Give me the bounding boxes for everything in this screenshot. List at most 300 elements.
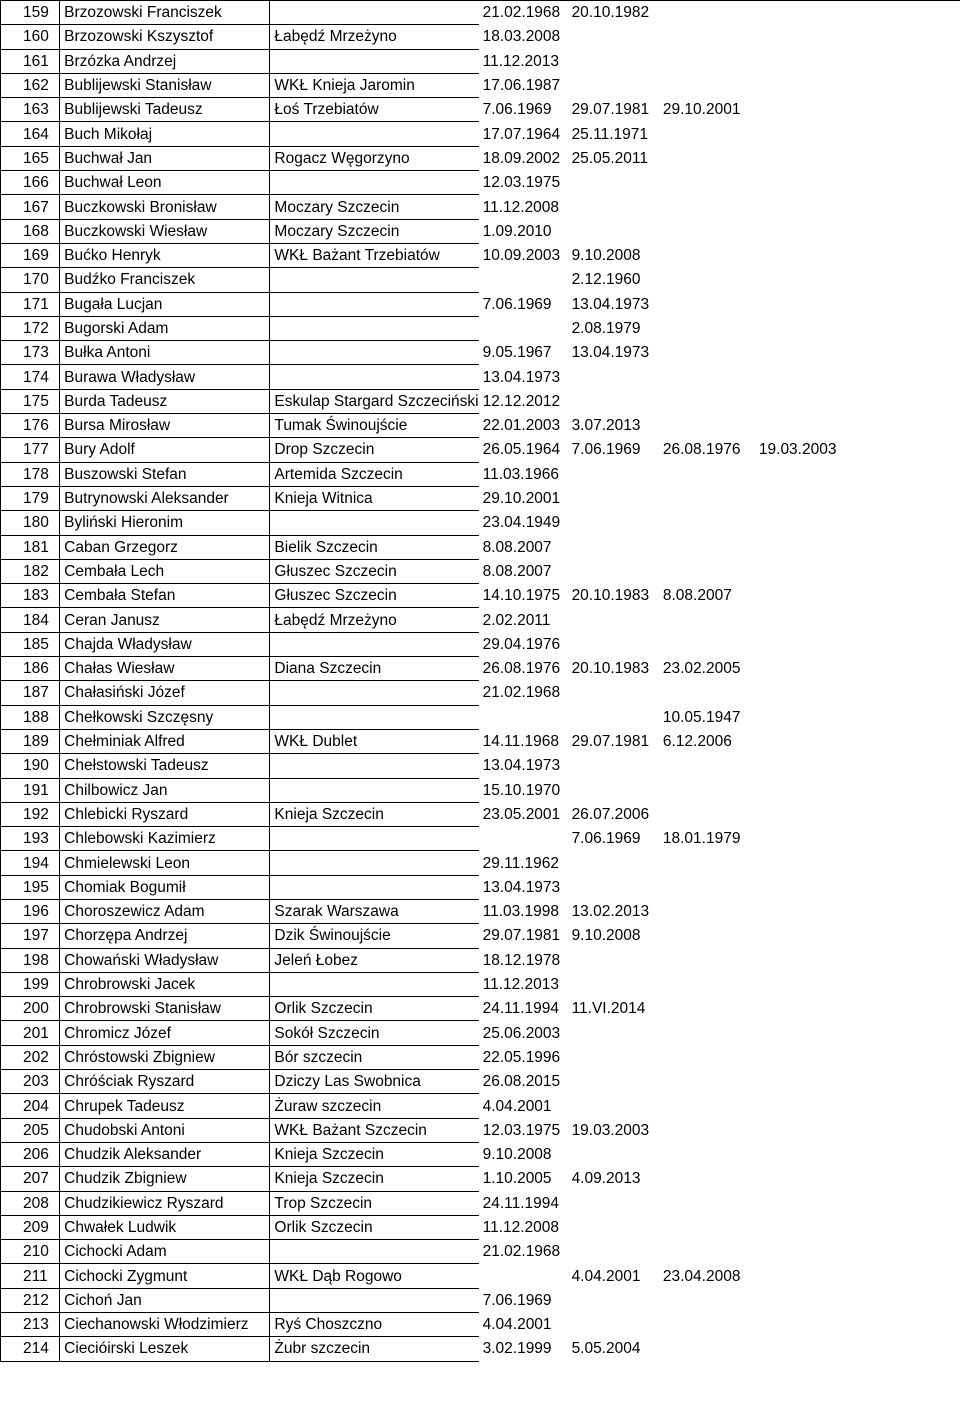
row-number-cell: 209 (1, 1215, 60, 1239)
date-3-cell (659, 1337, 755, 1361)
member-name-cell: Chromicz Józef (60, 1021, 270, 1045)
table-row (1, 49, 960, 73)
date-3-cell (659, 122, 755, 146)
table-row (1, 1264, 960, 1288)
table-row (1, 316, 960, 340)
member-name-cell: Byliński Hieronim (60, 511, 270, 535)
date-1-cell: 13.04.1973 (482, 757, 561, 775)
row-number-cell: 175 (1, 389, 60, 413)
date-4-cell (755, 486, 960, 510)
member-name-cell: Cichocki Adam (60, 1240, 270, 1264)
member-name-cell: Ciecióirski Leszek (60, 1337, 270, 1361)
club-name-cell (270, 122, 479, 146)
date-1-cell: 7.06.1969 (482, 295, 552, 313)
row-number-cell: 192 (1, 802, 60, 826)
date-3-cell (659, 1191, 755, 1215)
date-1-cell: 7.06.1969 (482, 1291, 552, 1309)
club-name-cell: Diana Szczecin (270, 657, 479, 681)
club-name-cell: Szarak Warszawa (270, 899, 479, 923)
date-2-cell (568, 1215, 659, 1239)
date-3-cell (659, 195, 755, 219)
club-name-cell (270, 511, 479, 535)
date-4-cell (755, 705, 960, 729)
date-4-cell (755, 171, 960, 195)
table-row (1, 462, 960, 486)
table-row (1, 681, 960, 705)
member-name-cell: Chrobrowski Jacek (60, 972, 270, 996)
club-name-cell (270, 875, 479, 899)
member-name-cell: Cembała Stefan (60, 584, 270, 608)
date-4-cell (755, 292, 960, 316)
row-number-cell: 199 (1, 972, 60, 996)
date-4-cell (755, 875, 960, 899)
member-name-cell: Chudobski Antoni (60, 1118, 270, 1142)
row-number-cell: 196 (1, 899, 60, 923)
member-name-cell: Cembała Lech (60, 559, 270, 583)
date-2-cell (568, 1045, 659, 1069)
date-3-cell (659, 948, 755, 972)
member-name-cell: Choroszewicz Adam (60, 899, 270, 923)
date-3-cell (659, 802, 755, 826)
date-3-cell (659, 316, 755, 340)
date-3-cell (659, 851, 755, 875)
date-1-cell: 22.01.2003 (482, 417, 561, 435)
table-row (1, 243, 960, 267)
row-number-cell: 188 (1, 705, 60, 729)
date-1-cell (479, 316, 568, 340)
row-number-cell: 193 (1, 827, 60, 851)
row-number-cell: 164 (1, 122, 60, 146)
date-3-cell: 23.04.2008 (662, 1267, 741, 1285)
date-4-cell (755, 146, 960, 170)
member-name-cell: Caban Grzegorz (60, 535, 270, 559)
date-4-cell (755, 681, 960, 705)
date-2-cell (568, 1240, 659, 1264)
date-1-cell: 8.08.2007 (482, 538, 552, 556)
date-4-cell (755, 73, 960, 97)
row-number-cell: 204 (1, 1094, 60, 1118)
table-row (1, 1118, 960, 1142)
table-row (1, 948, 960, 972)
date-2-cell: 2.08.1979 (571, 320, 641, 337)
date-1-cell: 4.04.2001 (482, 1097, 552, 1115)
club-name-cell (270, 171, 479, 195)
member-name-cell: Chełkowski Szczęsny (60, 705, 270, 729)
member-name-cell: Chowański Władysław (60, 948, 270, 972)
member-name-cell: Butrynowski Aleksander (60, 486, 270, 510)
date-2-cell (568, 219, 659, 243)
date-4-cell (755, 899, 960, 923)
club-name-cell: WKŁ Bażant Szczecin (270, 1118, 479, 1142)
date-4-cell (755, 1337, 960, 1361)
club-name-cell: Łoś Trzebiatów (270, 98, 479, 122)
row-number-cell: 207 (1, 1167, 60, 1191)
date-3-cell (659, 414, 755, 438)
member-name-cell: Budźko Franciszek (60, 268, 270, 292)
table-row (1, 632, 960, 656)
club-name-cell: Ryś Choszczno (270, 1313, 479, 1337)
club-name-cell: WKŁ Knieja Jaromin (270, 73, 479, 97)
date-1-cell: 11.12.2013 (482, 52, 560, 70)
date-4-cell (755, 1288, 960, 1312)
club-name-cell (270, 1288, 479, 1312)
row-number-cell: 203 (1, 1070, 60, 1094)
member-name-cell: Buchwał Leon (60, 171, 270, 195)
table-row (1, 1240, 960, 1264)
member-name-cell: Brzozowski Franciszek (60, 1, 270, 25)
date-3-cell (659, 243, 755, 267)
date-4-cell (755, 316, 960, 340)
date-2-cell: 20.10.1983 (571, 660, 650, 678)
member-name-cell: Brzozowski Kszysztof (60, 25, 270, 49)
date-2-cell (568, 511, 659, 535)
club-name-cell (270, 827, 479, 851)
member-name-cell: Chmielewski Leon (60, 851, 270, 875)
date-4-cell (755, 1118, 960, 1142)
date-1-cell: 2.02.2011 (482, 611, 551, 629)
table-row (1, 608, 960, 632)
club-name-cell (270, 341, 479, 365)
date-2-cell (568, 462, 659, 486)
date-2-cell (568, 195, 659, 219)
date-2-cell (568, 1070, 659, 1094)
member-name-cell: Buchwał Jan (60, 146, 270, 170)
row-number-cell: 180 (1, 511, 60, 535)
date-1-cell: 17.07.1964 (482, 125, 561, 143)
date-1-cell (479, 705, 568, 729)
date-4-cell (755, 827, 960, 851)
row-number-cell: 160 (1, 25, 60, 49)
date-2-cell (568, 851, 659, 875)
date-2-cell (568, 73, 659, 97)
date-1-cell: 18.03.2008 (482, 28, 561, 46)
row-number-cell: 173 (1, 341, 60, 365)
member-name-cell: Chlebowski Kazimierz (60, 827, 270, 851)
row-number-cell: 176 (1, 414, 60, 438)
date-4-cell (755, 729, 960, 753)
table-row (1, 1094, 960, 1118)
member-name-cell: Bublijewski Tadeusz (60, 98, 270, 122)
member-name-cell: Bursa Mirosław (60, 414, 270, 438)
table-row (1, 122, 960, 146)
date-1-cell: 25.06.2003 (482, 1024, 561, 1042)
date-3-cell (659, 899, 755, 923)
date-4-cell (755, 1313, 960, 1337)
table-row (1, 195, 960, 219)
date-3-cell (659, 1240, 755, 1264)
member-name-cell: Cichoń Jan (60, 1288, 270, 1312)
date-2-cell: 13.02.2013 (571, 903, 650, 921)
date-2-cell (568, 948, 659, 972)
date-3-cell (659, 681, 755, 705)
row-number-cell: 179 (1, 486, 60, 510)
date-4-cell (755, 1142, 960, 1166)
member-name-cell: Buczkowski Bronisław (60, 195, 270, 219)
club-name-cell (270, 268, 479, 292)
date-2-cell (568, 778, 659, 802)
table-row (1, 559, 960, 583)
table-row (1, 997, 960, 1021)
date-3-cell (659, 1094, 755, 1118)
date-1-cell: 29.04.1976 (482, 635, 561, 653)
date-2-cell: 29.07.1981 (571, 101, 650, 119)
date-2-cell (568, 486, 659, 510)
club-name-cell (270, 754, 479, 778)
table-row (1, 1142, 960, 1166)
date-3-cell (659, 1215, 755, 1239)
table-row (1, 1191, 960, 1215)
member-name-cell: Chróściak Ryszard (60, 1070, 270, 1094)
club-name-cell: Knieja Szczecin (270, 1142, 479, 1166)
date-1-cell: 21.02.1968 (479, 1, 568, 25)
date-1-cell (479, 1264, 568, 1288)
member-name-cell: Bugorski Adam (60, 316, 270, 340)
member-name-cell: Buczkowski Wiesław (60, 219, 270, 243)
date-1-cell: 1.10.2005 (482, 1170, 552, 1188)
date-2-cell (568, 535, 659, 559)
date-1-cell: 12.12.2012 (482, 392, 561, 410)
date-2-cell (568, 754, 659, 778)
date-1-cell: 13.04.1973 (482, 368, 561, 386)
date-3-cell: 29.10.2001 (662, 101, 741, 119)
table-row (1, 535, 960, 559)
date-4-cell (755, 1021, 960, 1045)
date-1-cell: 10.09.2003 (482, 247, 561, 265)
member-name-cell: Buch Mikołaj (60, 122, 270, 146)
date-3-cell (659, 146, 755, 170)
row-number-cell: 212 (1, 1288, 60, 1312)
table-row (1, 1167, 960, 1191)
date-2-cell (568, 972, 659, 996)
date-1-cell: 17.06.1987 (482, 77, 561, 95)
date-4-cell (755, 948, 960, 972)
table-row (1, 1, 960, 25)
row-number-cell: 187 (1, 681, 60, 705)
row-number-cell: 194 (1, 851, 60, 875)
date-3-cell (659, 462, 755, 486)
table-row (1, 268, 960, 292)
date-1-cell: 26.05.1964 (482, 441, 561, 459)
row-number-cell: 170 (1, 268, 60, 292)
date-3-cell (659, 632, 755, 656)
club-name-cell: Artemida Szczecin (270, 462, 479, 486)
member-name-cell: Ciechanowski Włodzimierz (60, 1313, 270, 1337)
date-2-cell (568, 632, 659, 656)
date-4-cell: 19.03.2003 (758, 441, 837, 459)
table-row (1, 1288, 960, 1312)
club-name-cell: Łabędź Mrzeżyno (270, 608, 479, 632)
table-row (1, 729, 960, 753)
date-1-cell: 24.11.1994 (482, 1194, 560, 1212)
date-1-cell (479, 268, 568, 292)
date-2-cell: 9.10.2008 (571, 927, 641, 945)
row-number-cell: 206 (1, 1142, 60, 1166)
club-name-cell: Żubr szczecin (270, 1337, 479, 1361)
club-name-cell: Łabędź Mrzeżyno (270, 25, 479, 49)
date-2-cell (568, 25, 659, 49)
row-number-cell: 167 (1, 195, 60, 219)
date-1-cell: 15.10.1970 (482, 781, 561, 799)
member-name-cell: Chełstowski Tadeusz (60, 754, 270, 778)
date-4-cell (755, 122, 960, 146)
member-name-cell: Chróstowski Zbigniew (60, 1045, 270, 1069)
row-number-cell: 159 (1, 1, 60, 25)
date-4-cell (755, 778, 960, 802)
date-4-cell (755, 219, 960, 243)
table-row (1, 875, 960, 899)
club-name-cell: Tumak Świnoujście (270, 414, 479, 438)
date-4-cell (755, 49, 960, 73)
table-row (1, 899, 960, 923)
date-3-cell: 10.05.1947 (662, 708, 741, 726)
date-4-cell (755, 1045, 960, 1069)
date-2-cell (568, 1094, 659, 1118)
date-3-cell (659, 25, 755, 49)
date-1-cell: 18.12.1978 (482, 951, 561, 969)
member-name-cell: Chałas Wiesław (60, 657, 270, 681)
club-name-cell (270, 851, 479, 875)
club-name-cell: WKŁ Dąb Rogowo (270, 1264, 479, 1288)
date-2-cell (568, 1142, 659, 1166)
table-row (1, 414, 960, 438)
club-name-cell: Jeleń Łobez (270, 948, 479, 972)
table-row (1, 219, 960, 243)
date-4-cell (755, 511, 960, 535)
row-number-cell: 165 (1, 146, 60, 170)
row-number-cell: 191 (1, 778, 60, 802)
date-4-cell (755, 657, 960, 681)
date-2-cell (568, 389, 659, 413)
table-row (1, 438, 960, 462)
table-row (1, 1337, 960, 1361)
club-name-cell (270, 49, 479, 73)
table-row (1, 754, 960, 778)
table-row (1, 98, 960, 122)
date-4-cell (755, 535, 960, 559)
row-number-cell: 163 (1, 98, 60, 122)
member-name-cell: Chrobrowski Stanisław (60, 997, 270, 1021)
date-1-cell: 12.03.1975 (482, 174, 561, 192)
date-4-cell (755, 584, 960, 608)
date-2-cell: 3.07.2013 (571, 417, 641, 435)
table-row (1, 1313, 960, 1337)
member-name-cell: Buszowski Stefan (60, 462, 270, 486)
date-4-cell (755, 924, 960, 948)
club-name-cell (270, 972, 479, 996)
date-2-cell: 25.11.1971 (571, 125, 648, 143)
date-4-cell (755, 389, 960, 413)
table-row (1, 584, 960, 608)
table-row (1, 292, 960, 316)
club-name-cell: Sokół Szczecin (270, 1021, 479, 1045)
club-name-cell: Drop Szczecin (270, 438, 479, 462)
date-3-cell (659, 365, 755, 389)
date-3-cell (659, 1021, 755, 1045)
date-3-cell (659, 219, 755, 243)
date-4-cell (755, 559, 960, 583)
date-3-cell (659, 1142, 755, 1166)
date-1-cell: 9.10.2008 (482, 1146, 552, 1164)
date-3-cell (659, 1313, 755, 1337)
date-2-cell (568, 875, 659, 899)
date-2-cell (568, 1288, 659, 1312)
row-number-cell: 166 (1, 171, 60, 195)
date-3-cell (659, 972, 755, 996)
date-3-cell: 18.01.1979 (662, 830, 741, 848)
date-2-cell (568, 1021, 659, 1045)
row-number-cell: 195 (1, 875, 60, 899)
date-1-cell: 1.09.2010 (482, 222, 552, 240)
row-number-cell: 172 (1, 316, 60, 340)
date-4-cell (755, 972, 960, 996)
row-number-cell: 162 (1, 73, 60, 97)
club-name-cell (270, 1, 479, 25)
club-name-cell (270, 681, 479, 705)
table-row (1, 389, 960, 413)
row-number-cell: 190 (1, 754, 60, 778)
date-1-cell (479, 827, 568, 851)
row-number-cell: 178 (1, 462, 60, 486)
club-name-cell: WKŁ Dublet (270, 729, 479, 753)
row-number-cell: 186 (1, 657, 60, 681)
date-1-cell: 26.08.1976 (482, 660, 561, 678)
date-3-cell (659, 875, 755, 899)
club-name-cell: Bór szczecin (270, 1045, 479, 1069)
club-name-cell (270, 292, 479, 316)
date-2-cell (568, 559, 659, 583)
date-2-cell: 25.05.2011 (571, 149, 648, 167)
date-4-cell (755, 1191, 960, 1215)
member-name-cell: Bułka Antoni (60, 341, 270, 365)
date-1-cell: 3.02.1999 (482, 1340, 552, 1358)
date-3-cell (659, 1118, 755, 1142)
date-3-cell (659, 1167, 755, 1191)
date-3-cell (659, 73, 755, 97)
date-1-cell: 14.11.1968 (482, 733, 560, 751)
date-1-cell: 24.11.1994 (482, 1000, 560, 1018)
date-1-cell: 14.10.1975 (482, 587, 561, 605)
date-1-cell: 7.06.1969 (482, 101, 552, 119)
member-name-cell: Chlebicki Ryszard (60, 802, 270, 826)
row-number-cell: 168 (1, 219, 60, 243)
date-3-cell: 26.08.1976 (662, 441, 741, 459)
date-4-cell (755, 997, 960, 1021)
table-row (1, 657, 960, 681)
member-name-cell: Chajda Władysław (60, 632, 270, 656)
date-2-cell (568, 681, 659, 705)
date-3-cell (659, 778, 755, 802)
row-number-cell: 197 (1, 924, 60, 948)
date-1-cell: 11.12.2008 (482, 1218, 560, 1236)
date-3-cell (659, 341, 755, 365)
date-2-cell: 13.04.1973 (571, 295, 650, 313)
row-number-cell: 181 (1, 535, 60, 559)
date-2-cell: 19.03.2003 (571, 1121, 650, 1139)
date-1-cell: 23.04.1949 (482, 514, 561, 532)
club-name-cell: Dziczy Las Swobnica (270, 1070, 479, 1094)
date-2-cell: 9.10.2008 (571, 247, 641, 265)
date-1-cell: 13.04.1973 (482, 878, 561, 896)
date-4-cell (755, 243, 960, 267)
table-row (1, 1021, 960, 1045)
row-number-cell: 202 (1, 1045, 60, 1069)
date-3-cell (659, 171, 755, 195)
date-3-cell (659, 924, 755, 948)
date-2-cell: 29.07.1981 (571, 733, 650, 751)
club-name-cell (270, 1240, 479, 1264)
date-3-cell (659, 608, 755, 632)
date-1-cell: 23.05.2001 (482, 805, 561, 823)
